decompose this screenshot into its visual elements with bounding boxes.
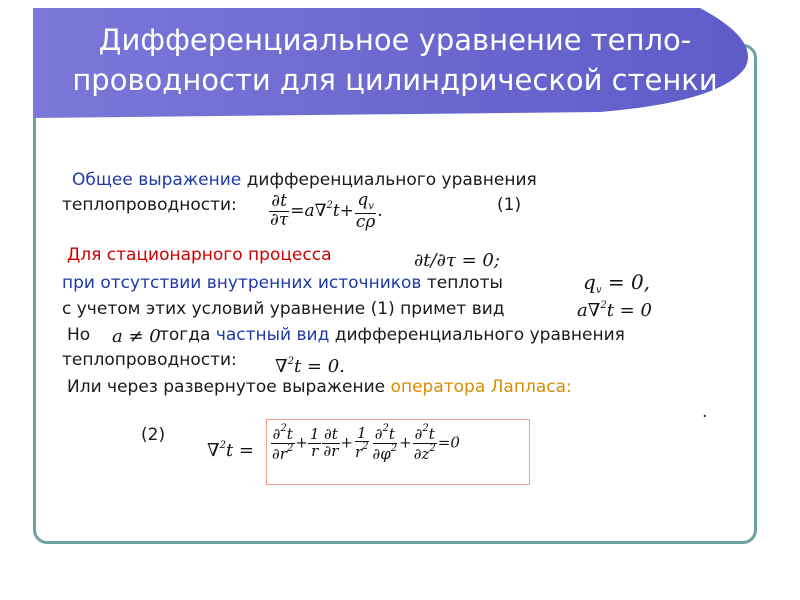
reduced-equation: a∇$^2$t = 0 bbox=[577, 300, 652, 321]
particular-form-label: частный вид bbox=[215, 325, 330, 345]
general-expression-label: Общее выражение bbox=[72, 170, 242, 190]
text-line-1 bbox=[72, 170, 537, 190]
then-label: тогда bbox=[159, 325, 216, 345]
text-line-8 bbox=[67, 377, 572, 397]
laplace-operator-label: оператора Лапласа: bbox=[390, 377, 572, 397]
source-condition: $q_v = 0$, bbox=[583, 270, 651, 296]
equation-2-number: (2) bbox=[141, 425, 166, 445]
equation-1-number: (1) bbox=[497, 195, 522, 215]
text-line-6-rest: дифференциального уравнения bbox=[329, 325, 625, 345]
no-sources-label: при отсутствии внутренних источников bbox=[62, 273, 422, 293]
text-line-6b bbox=[159, 325, 625, 345]
laplacian-lhs: ∇$^2$t = bbox=[207, 440, 254, 461]
laplace-zero: ∇$^2$t = 0. bbox=[275, 356, 345, 377]
text-line-4 bbox=[62, 273, 503, 293]
trailing-dot: . bbox=[702, 402, 708, 422]
text-line-8-a: Или через развернутое выражение bbox=[67, 377, 391, 397]
title-line-2: проводности для цилиндрической стенки bbox=[72, 63, 718, 97]
text-line-4-rest: теплоты bbox=[421, 273, 503, 293]
text-line-1-rest: дифференциального уравнения bbox=[241, 170, 537, 190]
a-not-zero: a ≠ 0 bbox=[112, 326, 161, 347]
text-line-7: теплопроводности: bbox=[62, 350, 237, 370]
stationary-process-label: Для стационарного процесса bbox=[67, 245, 332, 265]
text-line-6 bbox=[67, 325, 90, 345]
text-line-5: с учетом этих условий уравнение (1) примет вид bbox=[62, 299, 505, 319]
title-line-1: Дифференциальное уравнение тепло- bbox=[98, 23, 692, 57]
text-line-2: теплопроводности: bbox=[62, 195, 237, 215]
equation-1: $\frac{\partial t}{\partial\tau}$ =a∇$^2$t+ $\frac{q_v}{c\rho}$ . bbox=[270, 190, 383, 232]
page-title bbox=[50, 20, 740, 100]
stationary-condition: ∂t/∂τ = 0; bbox=[414, 250, 500, 271]
but-label: Но bbox=[67, 325, 91, 345]
laplacian-expansion: $\frac{\partial^2t}{\partial r^2}$ + $\frac{1}{r}$ $\frac{\partial t}{\partial r}$ + $\frac{1}{r^2}$ $\frac{\partial^2t}{\partial\varphi^2}$ + $\frac{\partial^2t}{\partial z^2}$ =0 bbox=[272, 423, 460, 463]
